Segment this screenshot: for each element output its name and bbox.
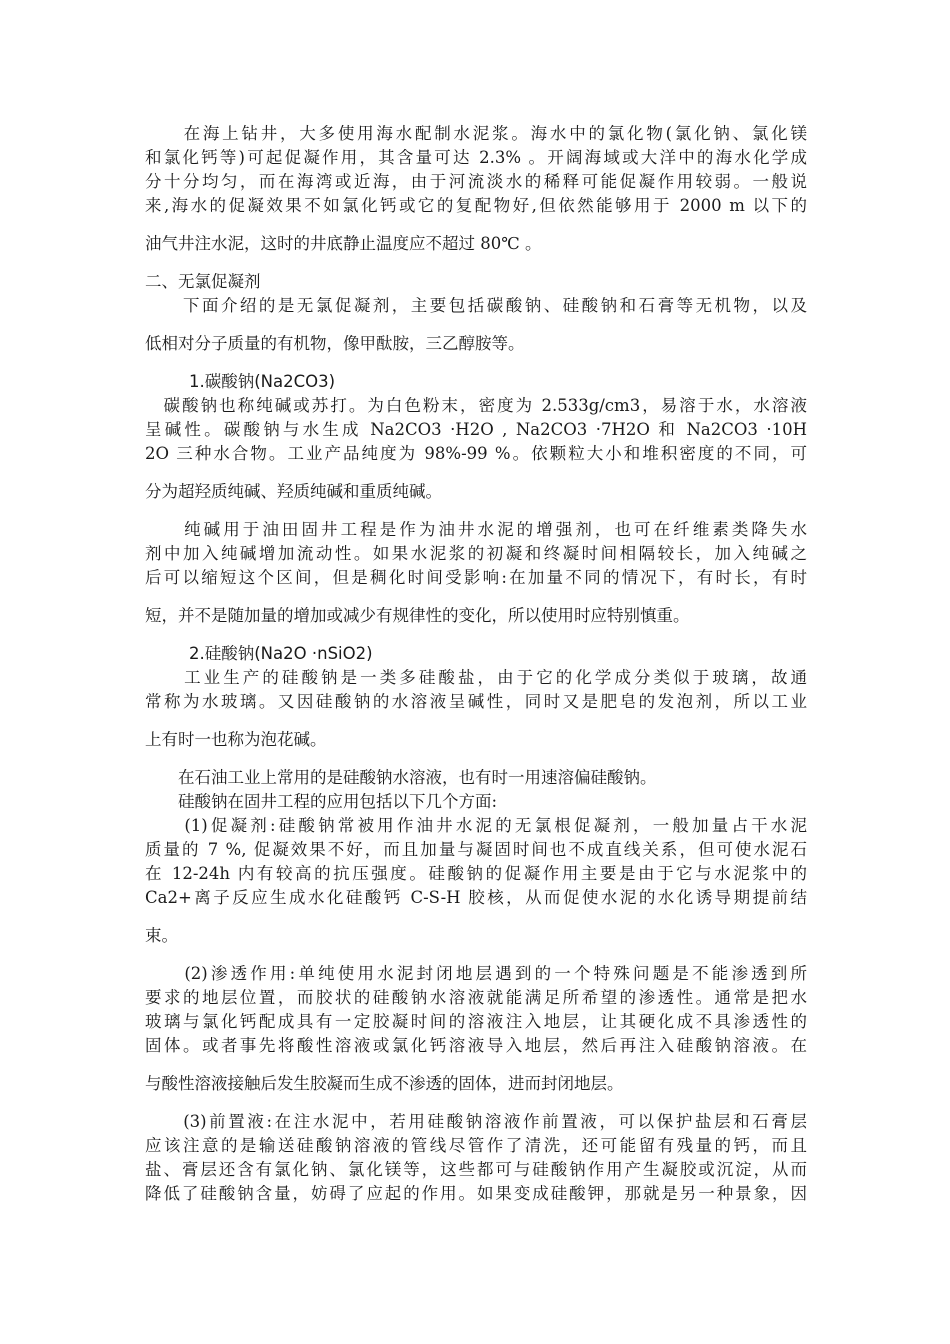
text-line: 应该注意的是输送硅酸钠溶液的管线尽管作了清洗，还可能留有残量的钙，而且 [145, 1136, 807, 1155]
text-line: 下面介绍的是无氯促凝剂，主要包括碳酸钠、硅酸钠和石膏等无机物，以及 [145, 296, 807, 315]
text-line: 油气井注水泥，这时的井底静止温度应不超过 80℃ 。 [145, 234, 542, 253]
text-line: (1)促凝剂:硅酸钠常被用作油井水泥的无氯根促凝剂，一般加量占干水泥 [145, 816, 807, 835]
paragraph-use-accelerator [145, 814, 807, 948]
text-line: 短，并不是随加量的增加或减少有规律性的变化，所以使用时应特别慎重。 [145, 606, 690, 625]
item-title-sodium-silicate: 2.硅酸钠(Na2O ·nSiO2) [189, 644, 373, 663]
text-line: Ca2+离子反应生成水化硅酸钙 C-S-H 胶核，从而促使水泥的水化诱导期提前结 [145, 888, 807, 907]
text-line: 在 12-24h 内有较高的抗压强度。硅酸钠的促凝作用主要是由于它与水泥浆中的 [145, 864, 807, 883]
text-line: 盐、膏层还含有氯化钠、氯化镁等，这些都可与硅酸钠作用产生凝胶或沉淀，从而 [145, 1160, 807, 1179]
text-line: 降低了硅酸钠含量，妨碍了应起的作用。如果变成硅酸钾，那就是另一种景象，因 [145, 1184, 807, 1203]
text-line: 常称为水玻璃。又因硅酸钠的水溶液呈碱性，同时又是肥皂的发泡剂，所以工业 [145, 692, 807, 711]
item-title-sodium-carbonate: 1.碳酸钠(Na2CO3) [189, 372, 336, 391]
text-line: 2O 三种水合物。工业产品纯度为 98%-99 %。依颗粒大小和堆积密度的不同，可 [145, 444, 807, 463]
paragraph-application-intro: 硅酸钠在固井工程的应用包括以下几个方面: [145, 792, 498, 811]
text-line: 要求的地层位置，而胶状的硅酸钠水溶液就能满足所希望的渗透性。通常是把水 [145, 988, 807, 1007]
text-line: 玻璃与氯化钙配成具有一定胶凝时间的溶液注入地层，让其硬化成不具渗透性的 [145, 1012, 807, 1031]
text-line: 呈碱性。碳酸钠与水生成 Na2CO3 ·H2O , Na2CO3 ·7H2O 和 Na2CO3 ·10H [145, 420, 807, 439]
text-line: 束。 [145, 926, 178, 945]
paragraph-water-glass [145, 666, 807, 752]
text-line: 碳酸钠也称纯碱或苏打。为白色粉末，密度为 2.533g/cm3，易溶于水，水溶液 [145, 396, 807, 415]
text-line: 来,海水的促凝效果不如氯化钙或它的复配物好,但依然能够用于 2000 m 以下的 [145, 196, 807, 215]
text-line: 与酸性溶液接触后发生胶凝而生成不渗透的固体，进而封闭地层。 [145, 1074, 624, 1093]
text-line: 工业生产的硅酸钠是一类多硅酸盐，由于它的化学成分类似于玻璃，故通 [145, 668, 807, 687]
text-line: 质量的 7 %, 促凝效果不好，而且加量与凝固时间也不成直线关系，但可使水泥石 [145, 840, 807, 859]
text-line: 分十分均匀，而在海湾或近海，由于河流淡水的稀释可能促凝作用较弱。一般说 [145, 172, 807, 191]
text-line: 剂中加入纯碱增加流动性。如果水泥浆的初凝和终凝时间相隔较长，加入纯碱之 [145, 544, 807, 563]
paragraph-use-preflush [145, 1110, 807, 1206]
text-line: 在海上钻井，大多使用海水配制水泥浆。海水中的氯化物(氯化钠、氯化镁 [145, 124, 807, 143]
paragraph-soda-usage [145, 518, 807, 628]
text-line: (2)渗透作用:单纯使用水泥封闭地层遇到的一个特殊问题是不能渗透到所 [145, 964, 807, 983]
text-line: 后可以缩短这个区间，但是稠化时间受影响:在加量不同的情况下，有时长，有时 [145, 568, 807, 587]
paragraph-sodium-carbonate [145, 394, 807, 504]
text-line: (3)前置液:在注水泥中，若用硅酸钠溶液作前置液，可以保护盐层和石膏层 [145, 1112, 807, 1131]
text-line: 低相对分子质量的有机物，像甲酞胺，三乙醇胺等。 [145, 334, 525, 353]
paragraph-use-penetration [145, 962, 807, 1096]
text-line: 固体。或者事先将酸性溶液或氯化钙溶液导入地层，然后再注入硅酸钠溶液。在 [145, 1036, 807, 1055]
text-line: 上有时一也称为泡花碱。 [145, 730, 327, 749]
text-line: 纯碱用于油田固井工程是作为油井水泥的增强剂，也可在纤维素类降失水 [145, 520, 807, 539]
paragraph-section-intro [145, 294, 807, 356]
text-line: 分为超羟质纯碱、羟质纯碱和重质纯碱。 [145, 482, 442, 501]
paragraph-petroleum-usage: 在石油工业上常用的是硅酸钠水溶液，也有时一用速溶偏硅酸钠。 [145, 768, 657, 787]
paragraph-seawater [145, 122, 807, 256]
text-line: 和氯化钙等)可起促凝作用，其含量可达 2.3% 。开阔海域或大洋中的海水化学成 [145, 148, 807, 167]
document-page [145, 122, 807, 1206]
section-title: 二、无氯促凝剂 [145, 272, 261, 291]
